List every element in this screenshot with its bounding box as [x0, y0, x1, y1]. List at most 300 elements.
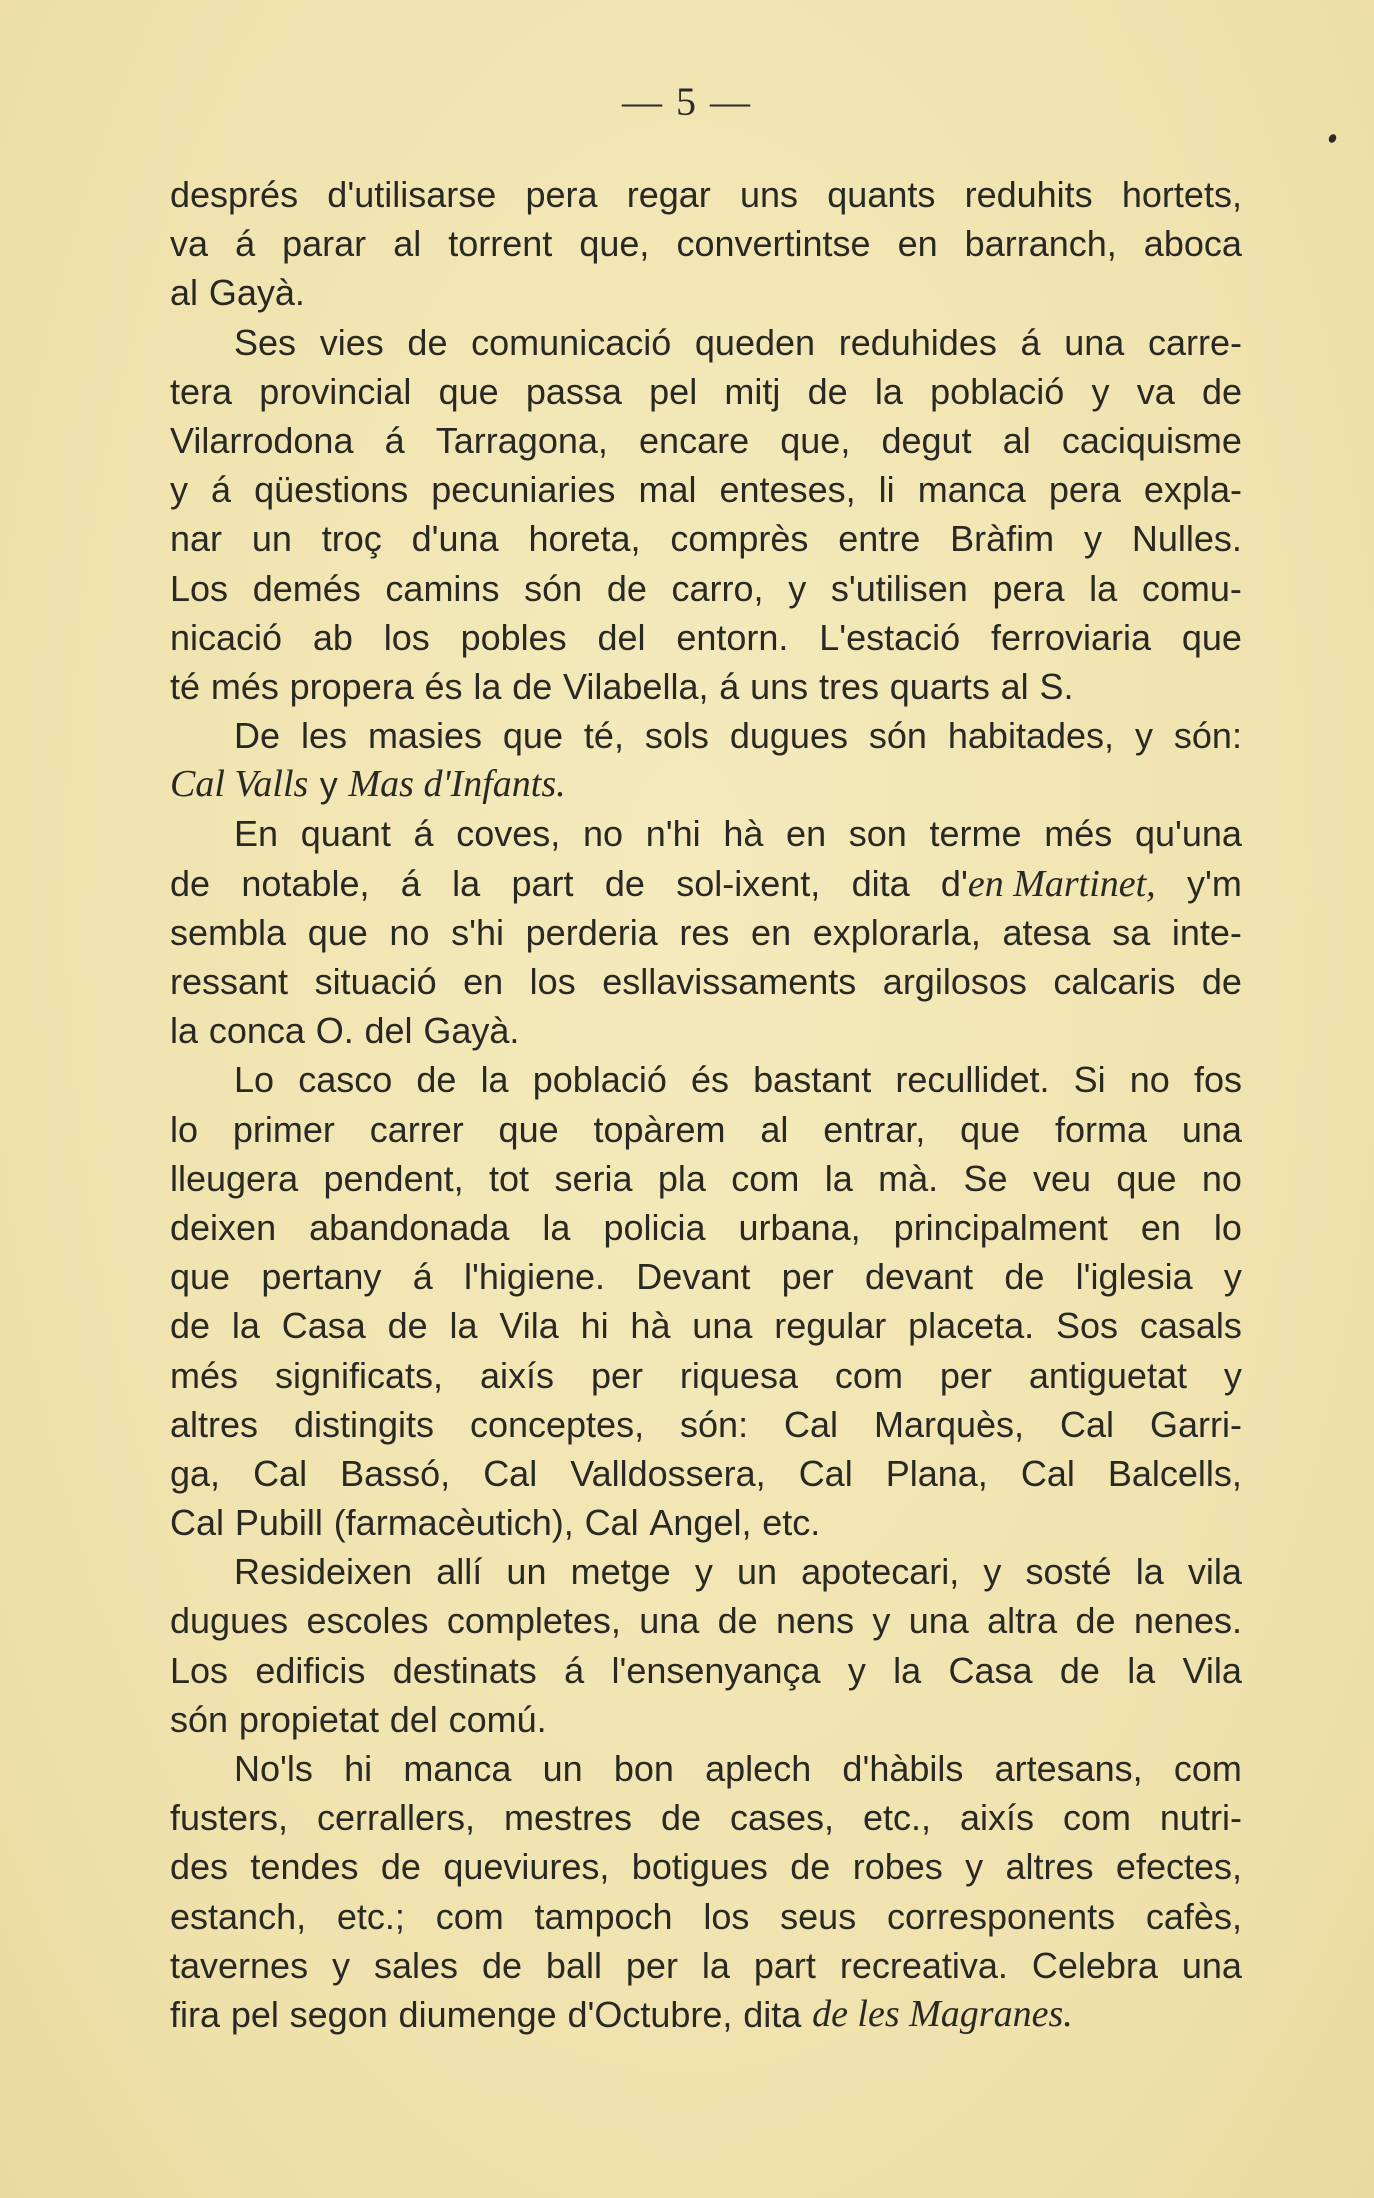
word: és [424, 665, 463, 707]
word: edificis [255, 1649, 366, 1691]
word: Bràfim [950, 518, 1055, 560]
word: sembla [170, 911, 287, 953]
word: cerrallers, [317, 1797, 476, 1839]
word: un [736, 1551, 777, 1593]
word: los [383, 616, 430, 658]
word: Cal [784, 1403, 839, 1445]
word: significats, [274, 1354, 444, 1396]
word: vila [1187, 1551, 1242, 1593]
word: encare [639, 419, 750, 461]
word: urbana, [738, 1206, 861, 1248]
word: en [751, 911, 792, 953]
word: Bassó, [340, 1452, 451, 1494]
word: dita [743, 1993, 802, 2035]
word: reduhides [838, 321, 997, 363]
italic-phrase: Cal Valls [170, 763, 309, 806]
text-line [170, 1941, 1242, 1990]
word: ab [312, 616, 353, 658]
text-line [170, 1252, 1242, 1301]
word: á [235, 223, 256, 265]
text-line [170, 268, 1242, 317]
word: nutri- [1159, 1797, 1242, 1839]
word: Ses [234, 321, 297, 363]
word: aboca [1143, 223, 1242, 265]
text-line [170, 170, 1242, 219]
word: Gayà. [208, 272, 305, 314]
word: sales [373, 1944, 458, 1986]
word: la [170, 1010, 199, 1052]
word: á [1020, 321, 1041, 363]
word: de [606, 567, 647, 609]
word: de [790, 1846, 831, 1888]
word: Casa [281, 1305, 366, 1347]
word: és [690, 1059, 730, 1101]
word: pendent, [323, 1157, 464, 1199]
word: no [582, 813, 624, 855]
word: vies [319, 321, 384, 363]
word: un [251, 518, 292, 560]
word: al [1002, 419, 1031, 461]
word: casco [298, 1059, 393, 1101]
word: comu- [1141, 567, 1242, 609]
word: com [435, 1895, 504, 1937]
word: y [983, 1551, 1002, 1593]
word: principalment [893, 1206, 1108, 1248]
word: Cal [1020, 1452, 1075, 1494]
word: ball [545, 1944, 602, 1986]
word: són: [680, 1403, 749, 1445]
word: barranch, [964, 223, 1117, 265]
word: á [413, 813, 434, 855]
word: que [170, 1256, 231, 1298]
word: més [1044, 813, 1113, 855]
word: hà [630, 1305, 671, 1347]
word: á [211, 469, 232, 511]
word: O. [315, 1010, 354, 1052]
word: distingits [293, 1403, 435, 1445]
word: Los [170, 1649, 229, 1691]
word: de [1201, 961, 1242, 1002]
text-line [170, 367, 1242, 416]
word: una [908, 1600, 969, 1642]
word: un [542, 1748, 583, 1789]
word: l'iglesia [1075, 1256, 1193, 1298]
word: regar [626, 174, 711, 215]
word: un [506, 1551, 547, 1593]
word: pel [230, 1993, 279, 2035]
word: etc.; [336, 1895, 405, 1937]
word: que, [579, 223, 650, 265]
word: tera [170, 370, 233, 412]
word: la [542, 1206, 571, 1248]
word: població [532, 1059, 667, 1101]
word: situació [314, 961, 437, 1002]
word: policia [603, 1206, 706, 1248]
word: (farmacèutich), [333, 1502, 574, 1544]
word: habitades, [947, 715, 1115, 757]
word: com [1062, 1797, 1131, 1839]
word: una [692, 1305, 753, 1347]
word: nenes. [1133, 1600, 1242, 1642]
word: efectes, [1115, 1846, 1242, 1888]
text-line [170, 1990, 1242, 2039]
word: estanch, [170, 1895, 307, 1937]
word: s'utilisen [830, 567, 968, 609]
word: que [498, 1108, 559, 1150]
word: Vilarrodona [170, 419, 354, 461]
word: pecuniaries [431, 469, 616, 511]
text-line [170, 514, 1242, 563]
word: hi [580, 1305, 609, 1347]
word: pla [657, 1157, 706, 1199]
word: pobles [460, 616, 567, 658]
word: comprès [670, 518, 809, 560]
word: lo [170, 1108, 199, 1150]
word: provincial [259, 370, 412, 412]
word: dita [851, 862, 910, 904]
word: en [1140, 1206, 1181, 1248]
word: per [939, 1354, 992, 1396]
word: tres [818, 665, 879, 707]
word: allí [436, 1551, 483, 1593]
word: comú. [448, 1698, 547, 1740]
word: conca [208, 1010, 305, 1052]
word: Cal [1060, 1403, 1115, 1445]
word: En [234, 813, 279, 855]
word: s'hi [451, 911, 505, 953]
word: Gayà. [423, 1010, 520, 1052]
word: parar [282, 223, 367, 265]
word: des [170, 1846, 229, 1888]
word: de [407, 321, 448, 363]
word: dugues [170, 1600, 289, 1642]
word: l'higiene. [464, 1256, 606, 1298]
word: va [1136, 370, 1175, 412]
word: altres [1005, 1846, 1094, 1888]
word: Celebra [1031, 1944, 1158, 1986]
word: manca [917, 469, 1026, 511]
word: á [400, 862, 421, 904]
text-line [170, 1203, 1242, 1252]
word: y'm [1187, 862, 1242, 904]
word: expla- [1143, 469, 1242, 511]
word: nar [170, 518, 223, 560]
word: de [512, 665, 553, 707]
word: al [1000, 665, 1029, 707]
word: convertintse [676, 223, 871, 265]
word: S. [1039, 665, 1074, 707]
word: del [389, 1698, 438, 1740]
word: que [307, 911, 368, 953]
word: una [1064, 321, 1125, 363]
text-line [170, 1547, 1242, 1596]
word: qüestions [254, 469, 409, 511]
word: com [1173, 1748, 1242, 1789]
page-number: — 5 — [622, 79, 752, 124]
word: y [1134, 715, 1153, 757]
word: casals [1139, 1305, 1242, 1347]
text-line [170, 1154, 1242, 1203]
word: la [452, 862, 481, 904]
word: placeta. [908, 1305, 1035, 1347]
word: á [564, 1649, 585, 1691]
word: d'Octubre, [567, 1993, 733, 2035]
word: manca [403, 1748, 512, 1789]
word: propera [289, 665, 414, 707]
word: mitj [724, 370, 781, 412]
word: una [1181, 1108, 1242, 1150]
word: queviures, [443, 1846, 610, 1888]
word: y [1091, 370, 1110, 412]
text-line [170, 1006, 1242, 1055]
word: part [753, 1944, 816, 1986]
word: aixís [479, 1354, 554, 1396]
word: que, [780, 419, 851, 461]
word: escoles [306, 1600, 429, 1642]
text-line [170, 1498, 1242, 1547]
text-line [170, 662, 1242, 711]
text-line [170, 1892, 1242, 1941]
word: topàrem [593, 1108, 726, 1150]
word: No'ls [234, 1748, 313, 1789]
word: sa [1112, 911, 1151, 953]
italic-phrase: de les Magranes. [812, 1992, 1073, 2035]
word: y [872, 1600, 891, 1642]
word: y [1223, 1256, 1242, 1298]
word: Balcells, [1107, 1452, 1242, 1494]
word: camins [385, 567, 500, 609]
word: á [719, 665, 740, 707]
word: de [717, 1600, 758, 1642]
word: etc. [762, 1502, 821, 1544]
word: una [639, 1600, 700, 1642]
word: pera [992, 567, 1065, 609]
text-line [170, 908, 1242, 957]
word: la [231, 1305, 260, 1347]
word: son [848, 813, 907, 855]
word: la [1089, 567, 1118, 609]
word: quarts [889, 665, 990, 707]
word: degut [881, 419, 972, 461]
word: lleugera [170, 1157, 299, 1199]
word: hortets, [1121, 174, 1242, 215]
word: després [170, 174, 299, 215]
word: horeta, [528, 518, 641, 560]
word: Marquès, [873, 1403, 1025, 1445]
word: antiguetat [1028, 1354, 1187, 1396]
word: com [834, 1354, 903, 1396]
word: la [893, 1649, 922, 1691]
word: nens [776, 1600, 855, 1642]
word: al [170, 272, 199, 314]
word: lo [1213, 1206, 1242, 1248]
word: Vila [499, 1305, 559, 1347]
word: de [481, 1944, 522, 1986]
word: no [389, 911, 430, 953]
word: Cal [253, 1452, 308, 1494]
text-line [170, 1449, 1242, 1498]
word: los [529, 961, 576, 1002]
word: perderia [525, 911, 658, 953]
text-line [170, 219, 1242, 268]
word: que [960, 1108, 1021, 1150]
word: Cal [584, 1502, 639, 1544]
word: la [824, 1157, 853, 1199]
word: inte- [1171, 911, 1242, 953]
text-line [170, 1596, 1242, 1645]
word: per [625, 1944, 678, 1986]
word: uns [740, 174, 799, 215]
word: hi [344, 1748, 373, 1789]
word: nicació [170, 616, 283, 658]
word: fira [170, 1993, 221, 2035]
word: tampoch [534, 1895, 673, 1937]
word: etc., [862, 1797, 931, 1839]
word: són: [1173, 715, 1242, 757]
italic-phrase: Mas d'Infants. [348, 763, 566, 806]
word: primer [232, 1108, 335, 1150]
word: sol-ixent, [676, 862, 821, 904]
word: Los [170, 567, 229, 609]
text-line [170, 1695, 1242, 1744]
word: sosté [1025, 1551, 1112, 1593]
text-line [170, 613, 1242, 662]
word: no [1201, 1157, 1242, 1199]
text-line [170, 1793, 1242, 1842]
word: explorarla, [812, 911, 981, 953]
word: del [597, 616, 646, 658]
word: comunicació [471, 321, 672, 363]
word: de [170, 862, 211, 904]
text-line [170, 859, 1242, 908]
word: Lo [234, 1059, 275, 1101]
text-line [170, 760, 1242, 809]
word: artesans, [994, 1748, 1143, 1789]
word: ga, [170, 1452, 221, 1494]
body-text [170, 170, 1242, 2039]
word: Si [1073, 1059, 1106, 1101]
word: propietat [238, 1698, 379, 1740]
word: De [234, 715, 281, 757]
word: de [1075, 1600, 1116, 1642]
word: de [416, 1059, 457, 1101]
text-line [170, 564, 1242, 613]
word: de [380, 1846, 421, 1888]
word: de [807, 370, 848, 412]
word: entrar, [823, 1108, 926, 1150]
word: Casa [948, 1649, 1033, 1691]
word: Tarragona, [435, 419, 608, 461]
word: en [463, 961, 504, 1002]
word: les [300, 715, 347, 757]
word: y [1223, 1354, 1242, 1396]
word: recreativa. [839, 1944, 1008, 1986]
word: res [679, 911, 730, 953]
text-line [170, 1351, 1242, 1400]
word: troç [321, 518, 382, 560]
word: regular [774, 1305, 887, 1347]
word: la [701, 1944, 730, 1986]
word: y [847, 1649, 866, 1691]
word: los [703, 1895, 750, 1937]
word: seus [780, 1895, 857, 1937]
word: segon [289, 1993, 388, 2035]
word: carro, [671, 567, 764, 609]
word: aplech [705, 1748, 812, 1789]
word: recullidet. [895, 1059, 1050, 1101]
word: reduhits [964, 174, 1093, 215]
text-line [170, 1055, 1242, 1104]
word: y [788, 567, 807, 609]
text-line [170, 318, 1242, 367]
word: demés [252, 567, 361, 609]
word: caciquisme [1061, 419, 1242, 461]
text-line [170, 1400, 1242, 1449]
word: mestres [503, 1797, 633, 1839]
word: en [897, 223, 938, 265]
word: terme [929, 813, 1022, 855]
word: quant [300, 813, 391, 855]
word: Nulles. [1131, 518, 1242, 560]
word: L'estació [819, 616, 961, 658]
word: diumenge [398, 1993, 557, 2035]
word: n'hi [645, 813, 701, 855]
text-line [170, 1842, 1242, 1891]
word: apotecari, [801, 1551, 960, 1593]
word: pel [649, 370, 698, 412]
word: Angel, [649, 1502, 752, 1544]
word: de [660, 1797, 702, 1839]
word: altra [987, 1600, 1058, 1642]
word: més [210, 665, 279, 707]
word: Plana, [885, 1452, 988, 1494]
word: hà [723, 813, 764, 855]
word: y [965, 1846, 984, 1888]
word: d'en Martinet, [940, 862, 1156, 905]
text-line [170, 957, 1242, 1006]
word: que [438, 370, 499, 412]
word: d'una [411, 518, 499, 560]
word: passa [525, 370, 622, 412]
word: y [694, 1551, 713, 1593]
word: de [387, 1305, 428, 1347]
word: qu'una [1134, 813, 1242, 855]
word: de [604, 862, 645, 904]
word: són [868, 715, 927, 757]
word: Cal [170, 1502, 225, 1544]
word: fos [1193, 1059, 1242, 1101]
word: tendes [250, 1846, 359, 1888]
word: devant [864, 1256, 974, 1298]
word: Cal [798, 1452, 853, 1494]
word: uns [750, 665, 809, 707]
word: altres [170, 1403, 259, 1445]
text-line [170, 1646, 1242, 1695]
word: botigues [631, 1846, 768, 1888]
word: la [449, 1305, 478, 1347]
word: Sos [1056, 1305, 1119, 1347]
word: corresponents [886, 1895, 1116, 1937]
word: Resideixen [234, 1551, 413, 1593]
word: entorn. [676, 616, 789, 658]
word: esllavissaments [602, 961, 857, 1002]
word: queden [694, 321, 816, 363]
word: de [1004, 1256, 1045, 1298]
word: al [760, 1108, 789, 1150]
word: y [319, 764, 338, 806]
word: mà. [878, 1157, 939, 1199]
word: que [502, 715, 563, 757]
